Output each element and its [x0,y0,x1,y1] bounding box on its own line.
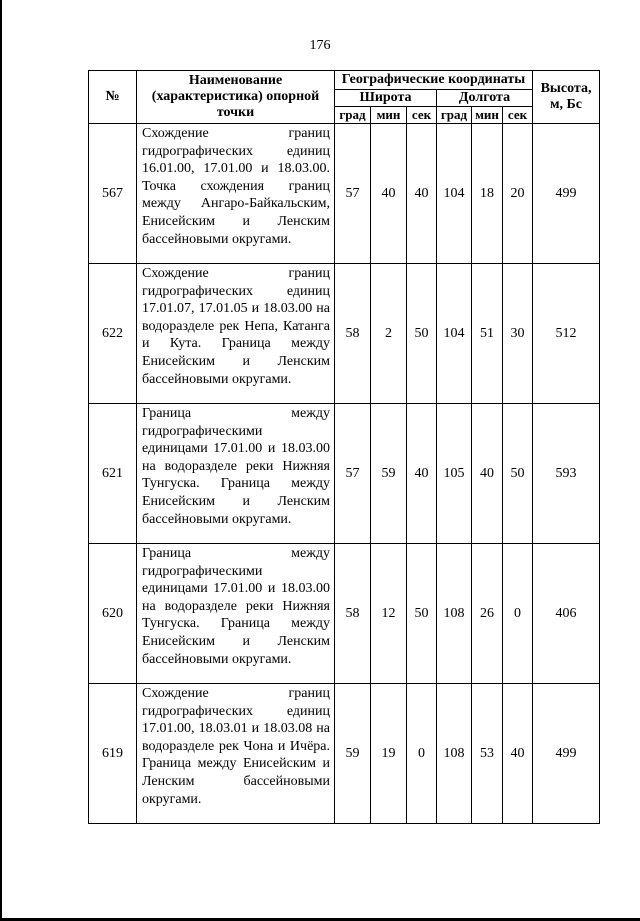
cell-num: 622 [89,264,137,404]
header-lat-sec: сек [407,107,437,124]
cell-lat-min: 40 [371,124,407,264]
page-number: 176 [309,38,331,53]
cell-lon-sec: 40 [503,684,533,824]
cell-lat-min: 19 [371,684,407,824]
cell-lat-deg: 57 [335,124,371,264]
header-height: Высота, м, Бс [533,71,600,124]
cell-lat-deg: 58 [335,544,371,684]
cell-description: Схождение границ гидрографических единиц 17.01.07, 17.01.05 и 18.03.00 на водоразделе рек Непа, Катанга и Кута. Граница между Енисейским и Ленским бассейновыми округами. [137,264,335,404]
scan-border-left [0,0,2,921]
cell-lon-deg: 105 [437,404,472,544]
cell-lon-deg: 108 [437,544,472,684]
cell-height: 499 [533,124,600,264]
cell-description: Схождение границ гидрографических единиц 16.01.00, 17.01.00 и 18.03.00. Точка схождения границ между Ангаро-Байкальским, Енисейским и Ленским бассейновыми округами. [137,124,335,264]
table-row [89,264,600,404]
cell-height: 512 [533,264,600,404]
table-row [89,684,600,824]
cell-lon-sec: 20 [503,124,533,264]
cell-description: Граница между гидрографическими единицами 17.01.00 и 18.03.00 на водоразделе реки Нижняя Тунгуска. Граница между Енисейским и Ленским бассейновыми округами. [137,404,335,544]
table-row [89,404,600,544]
cell-description: Схождение границ гидрографических единиц 17.01.00, 18.03.01 и 18.03.08 на водоразделе рек Чона и Ичёра. Граница между Енисейским и Ленским бассейновыми округами. [137,684,335,824]
cell-num: 621 [89,404,137,544]
cell-lat-deg: 57 [335,404,371,544]
cell-lat-sec: 40 [407,124,437,264]
cell-num: 620 [89,544,137,684]
cell-description: Граница между гидрографическими единицами 17.01.00 и 18.03.00 на водоразделе реки Нижняя Тунгуска. Граница между Енисейским и Ленским бассейновыми округами. [137,544,335,684]
cell-height: 499 [533,684,600,824]
cell-lat-sec: 50 [407,264,437,404]
header-lat-deg: град [335,107,371,124]
table-row [89,124,600,264]
cell-num: 619 [89,684,137,824]
cell-lon-sec: 30 [503,264,533,404]
cell-height: 406 [533,544,600,684]
header-num: № [89,71,137,124]
cell-lon-sec: 0 [503,544,533,684]
cell-lon-min: 18 [472,124,503,264]
header-coordinates: Географические координаты [335,71,533,90]
cell-lon-deg: 108 [437,684,472,824]
cell-lat-sec: 50 [407,544,437,684]
cell-lat-sec: 40 [407,404,437,544]
cell-num: 567 [89,124,137,264]
cell-lon-min: 26 [472,544,503,684]
cell-lat-deg: 59 [335,684,371,824]
cell-lon-sec: 50 [503,404,533,544]
header-longitude: Долгота [437,90,533,107]
cell-height: 593 [533,404,600,544]
cell-lon-min: 53 [472,684,503,824]
cell-lon-deg: 104 [437,124,472,264]
reference-points-table [88,70,600,824]
cell-lon-deg: 104 [437,264,472,404]
header-name: Наименование (характеристика) опорной точки [137,71,335,124]
header-lat-min: мин [371,107,407,124]
cell-lat-deg: 58 [335,264,371,404]
cell-lat-min: 2 [371,264,407,404]
cell-lon-min: 51 [472,264,503,404]
cell-lon-min: 40 [472,404,503,544]
table-row [89,544,600,684]
cell-lat-min: 59 [371,404,407,544]
header-latitude: Широта [335,90,437,107]
header-lon-sec: сек [503,107,533,124]
cell-lat-min: 12 [371,544,407,684]
header-lon-min: мин [472,107,503,124]
header-lon-deg: град [437,107,472,124]
cell-lat-sec: 0 [407,684,437,824]
